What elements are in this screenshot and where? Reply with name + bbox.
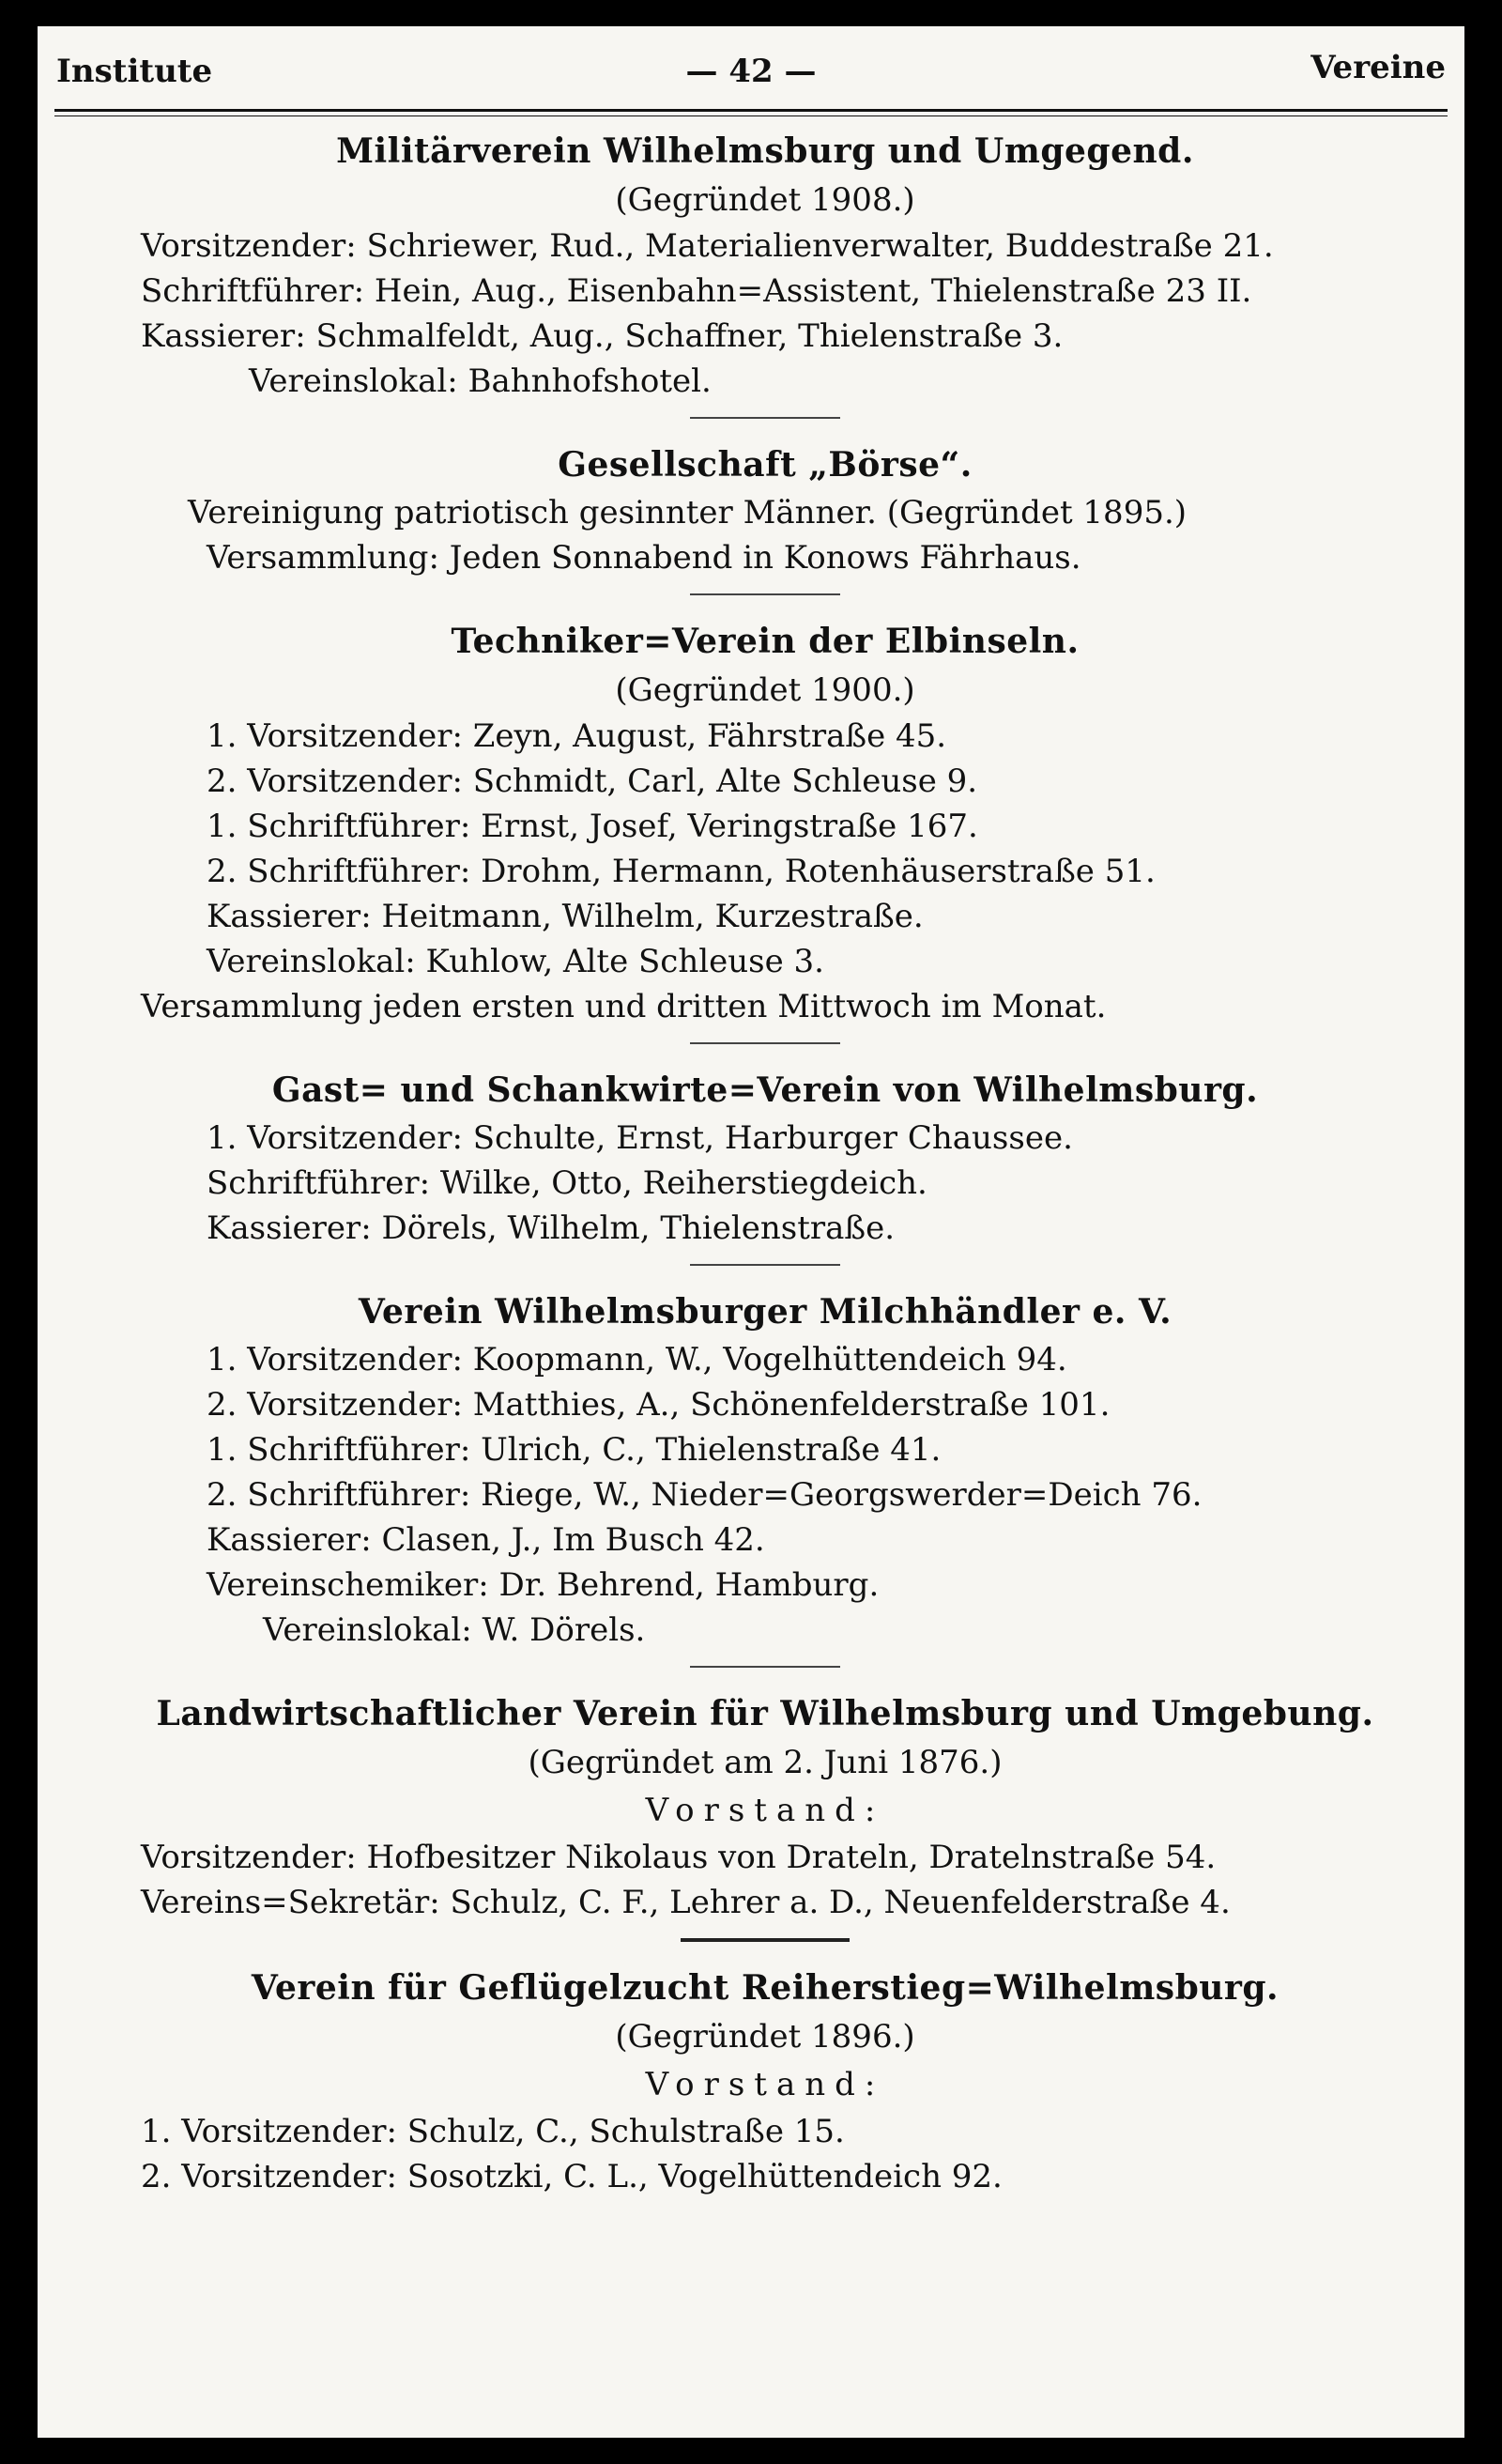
book-page xyxy=(38,26,1464,2438)
entry-line: Vereinslokal: Kuhlow, Alte Schleuse 3. xyxy=(207,943,824,980)
section-title: Verein Wilhelmsburger Milchhändler e. V. xyxy=(358,1292,1172,1332)
entry-line: Schriftführer: Hein, Aug., Eisenbahn=Assistent, Thielenstraße 23 II. xyxy=(141,272,1252,310)
entry-line: 1. Schriftführer: Ernst, Josef, Veringstraße 167. xyxy=(207,808,978,845)
entry-line: 1. Vorsitzender: Koopmann, W., Vogelhüttendeich 94. xyxy=(207,1341,1067,1378)
section-divider xyxy=(690,1666,840,1668)
entry-line: 2. Schriftführer: Riege, W., Nieder=Georgswerder=Deich 76. xyxy=(207,1476,1203,1514)
entry-line: 2. Vorsitzender: Sosotzki, C. L., Vogelhüttendeich 92. xyxy=(141,2158,1003,2195)
vorstand-heading: Vorstand: xyxy=(645,2066,885,2103)
entry-line: 2. Vorsitzender: Schmidt, Carl, Alte Schleuse 9. xyxy=(207,762,978,800)
section-divider xyxy=(690,1264,840,1266)
section-title: Landwirtschaftlicher Verein für Wilhelmsburg und Umgebung. xyxy=(156,1694,1374,1733)
header-left: Institute xyxy=(56,53,213,90)
page-number: — 42 — xyxy=(685,53,817,90)
entry-line: Vorsitzender: Schriewer, Rud., Materialienverwalter, Buddestraße 21. xyxy=(141,227,1274,265)
entry-line: Kassierer: Dörels, Wilhelm, Thielenstraße. xyxy=(207,1209,896,1247)
section-title: Verein für Geflügelzucht Reiherstieg=Wilhelmsburg. xyxy=(251,1968,1280,2008)
section-founded: (Gegründet am 2. Juni 1876.) xyxy=(528,1744,1003,1781)
section-landwirtschaftlicher-verein xyxy=(141,1688,1389,1925)
entry-line: 1. Schriftführer: Ulrich, C., Thielenstraße 41. xyxy=(207,1431,942,1469)
entry-line: 2. Vorsitzender: Matthies, A., Schönenfelderstraße 101. xyxy=(207,1386,1111,1424)
entry-line: Vereinschemiker: Dr. Behrend, Hamburg. xyxy=(207,1566,880,1604)
entry-line: Kassierer: Clasen, J., Im Busch 42. xyxy=(207,1521,765,1559)
section-founded: (Gegründet 1896.) xyxy=(615,2018,915,2056)
section-founded: (Gegründet 1900.) xyxy=(615,671,915,709)
entry-line: Vorsitzender: Hofbesitzer Nikolaus von Drateln, Dratelnstraße 54. xyxy=(141,1839,1217,1876)
section-divider xyxy=(690,417,840,419)
section-title: Techniker=Verein der Elbinseln. xyxy=(451,622,1080,661)
section-divider xyxy=(690,1042,840,1044)
section-milchhaendler xyxy=(141,1286,1389,1653)
entry-line: Vereinigung patriotisch gesinnter Männer. (Gegründet 1895.) xyxy=(188,494,1188,531)
entry-line: Vereinslokal: Bahnhofshotel. xyxy=(249,362,712,400)
vorstand-heading: Vorstand: xyxy=(645,1792,885,1829)
section-gefluegelzucht xyxy=(141,1963,1389,2199)
section-divider xyxy=(690,593,840,595)
running-head xyxy=(56,43,1446,100)
entry-line: Kassierer: Schmalfeldt, Aug., Schaffner, Thielenstraße 3. xyxy=(141,317,1064,355)
section-founded: (Gegründet 1908.) xyxy=(615,181,915,219)
section-title: Militärverein Wilhelmsburg und Umgegend. xyxy=(336,131,1194,171)
entry-line: Versammlung: Jeden Sonnabend in Konows Fährhaus. xyxy=(207,539,1081,577)
section-divider xyxy=(681,1938,850,1942)
header-rule xyxy=(54,109,1448,116)
entry-line: 1. Vorsitzender: Zeyn, August, Fährstraße 45. xyxy=(207,717,947,755)
page-content xyxy=(141,126,1389,2199)
entry-line: Kassierer: Heitmann, Wilhelm, Kurzestraße. xyxy=(207,898,924,935)
entry-line: 1. Vorsitzender: Schulte, Ernst, Harburger Chaussee. xyxy=(207,1119,1073,1157)
section-gastwirte-verein xyxy=(141,1065,1389,1251)
section-boerse xyxy=(141,439,1389,580)
entry-line: Versammlung jeden ersten und dritten Mittwoch im Monat. xyxy=(141,988,1107,1025)
section-title: Gast= und Schankwirte=Verein von Wilhelmsburg. xyxy=(271,1070,1259,1110)
entry-line: Vereins=Sekretär: Schulz, C. F., Lehrer a. D., Neuenfelderstraße 4. xyxy=(141,1884,1231,1921)
entry-line: Vereinslokal: W. Dörels. xyxy=(263,1611,646,1649)
section-techniker-verein xyxy=(141,616,1389,1029)
section-title: Gesellschaft „Börse“. xyxy=(558,445,973,485)
entry-line: 2. Schriftführer: Drohm, Hermann, Rotenhäuserstraße 51. xyxy=(207,853,1156,890)
entry-line: Schriftführer: Wilke, Otto, Reiherstiegdeich. xyxy=(207,1164,927,1202)
section-militaerverein xyxy=(141,126,1389,404)
header-right: Vereine xyxy=(1310,49,1446,86)
entry-line: 1. Vorsitzender: Schulz, C., Schulstraße 15. xyxy=(141,2113,845,2150)
